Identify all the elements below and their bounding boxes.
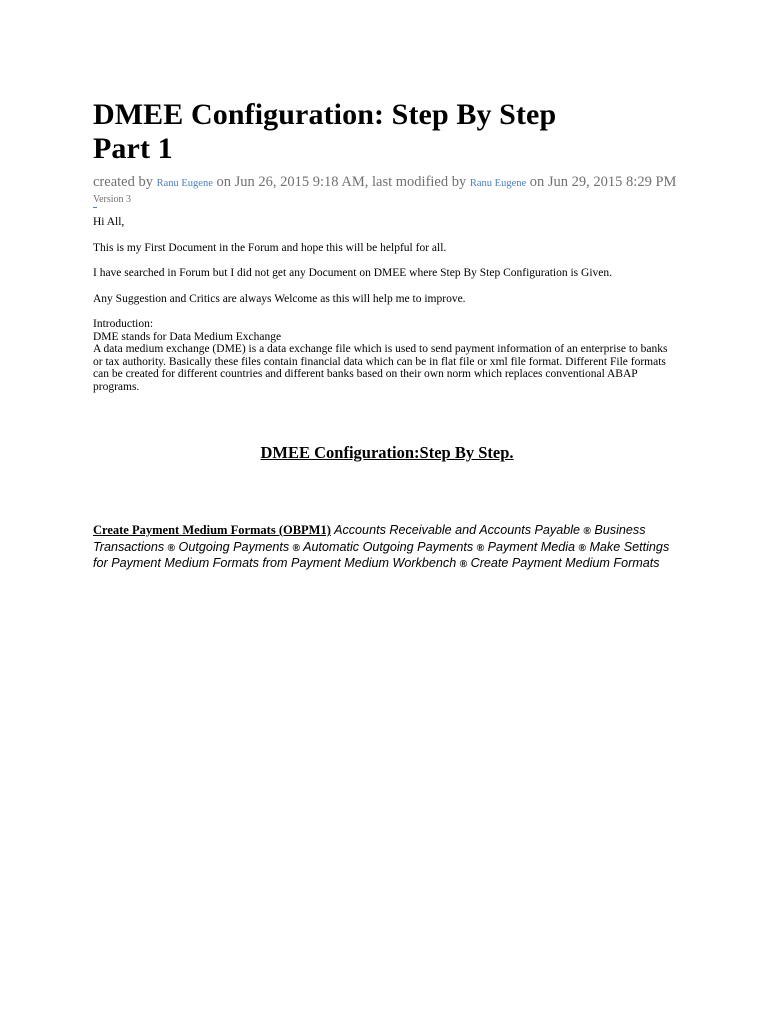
path-separator: ® — [578, 542, 586, 554]
path-step: Outgoing Payments — [178, 539, 290, 554]
path-step: Payment Media — [487, 539, 576, 554]
created-prefix: created by — [93, 174, 153, 190]
paragraph-first-document: This is my First Document in the Forum and hope this will be helpful for all. — [93, 241, 447, 254]
created-author-link[interactable]: Ranu Eugene — [156, 178, 213, 189]
title-line-1: DMEE Configuration: Step By Step — [93, 98, 557, 131]
created-date: on Jun 26, 2015 9:18 AM, last modified by — [216, 174, 467, 190]
path-separator: ® — [459, 559, 468, 570]
version-link-underline — [93, 207, 97, 208]
menu-path-lead: Create Payment Medium Formats (OBPM1) — [93, 523, 331, 537]
menu-path — [93, 523, 675, 573]
paragraph-dme-stands: DME stands for Data Medium Exchange — [93, 330, 282, 343]
document-meta — [93, 173, 675, 193]
path-separator: ® — [476, 542, 485, 554]
path-step: Make Settings for Payment Medium Formats from Payment Medium Workbench — [93, 539, 670, 570]
paragraph-searched: I have searched in Forum but I did not get any Document on DMEE where Step By Step Configuration is Given. — [93, 267, 612, 279]
path-step: Accounts Receivable and Accounts Payable — [334, 523, 581, 537]
title-line-2: Part 1 — [93, 132, 173, 165]
modified-author-link[interactable]: Ranu Eugene — [469, 178, 527, 189]
paragraph-dme-description: A data medium exchange (DME) is a data exchange file which is used to send payment information of an enterprise to banks or tax authority. Basically these files contain financial data which can be in flat file or xml file format. Different File formats can be created for different countries and different banks based on their own norm which replaces conventional ABAP programs. — [93, 343, 668, 393]
modified-date: on Jun 29, 2015 8:29 PM — [529, 174, 677, 190]
document-content — [93, 98, 675, 573]
path-step: Business Transactions — [93, 523, 646, 554]
path-separator: ® — [167, 542, 176, 554]
path-step: Automatic Outgoing Payments — [303, 539, 474, 554]
path-separator: ® — [292, 542, 301, 554]
path-separator: ® — [583, 526, 591, 537]
version-text: Version 3 — [93, 194, 132, 205]
path-step: Create Payment Medium Formats — [470, 556, 660, 570]
section-heading: DMEE Configuration:Step By Step. — [260, 443, 514, 462]
document-title — [93, 98, 675, 166]
document-body — [93, 216, 675, 393]
version-label[interactable] — [93, 194, 675, 206]
paragraph-greeting: Hi All, — [93, 216, 125, 228]
introduction-heading: Introduction: — [93, 318, 154, 330]
paragraph-suggestions: Any Suggestion and Critics are always Welcome as this will help me to improve. — [93, 292, 466, 305]
